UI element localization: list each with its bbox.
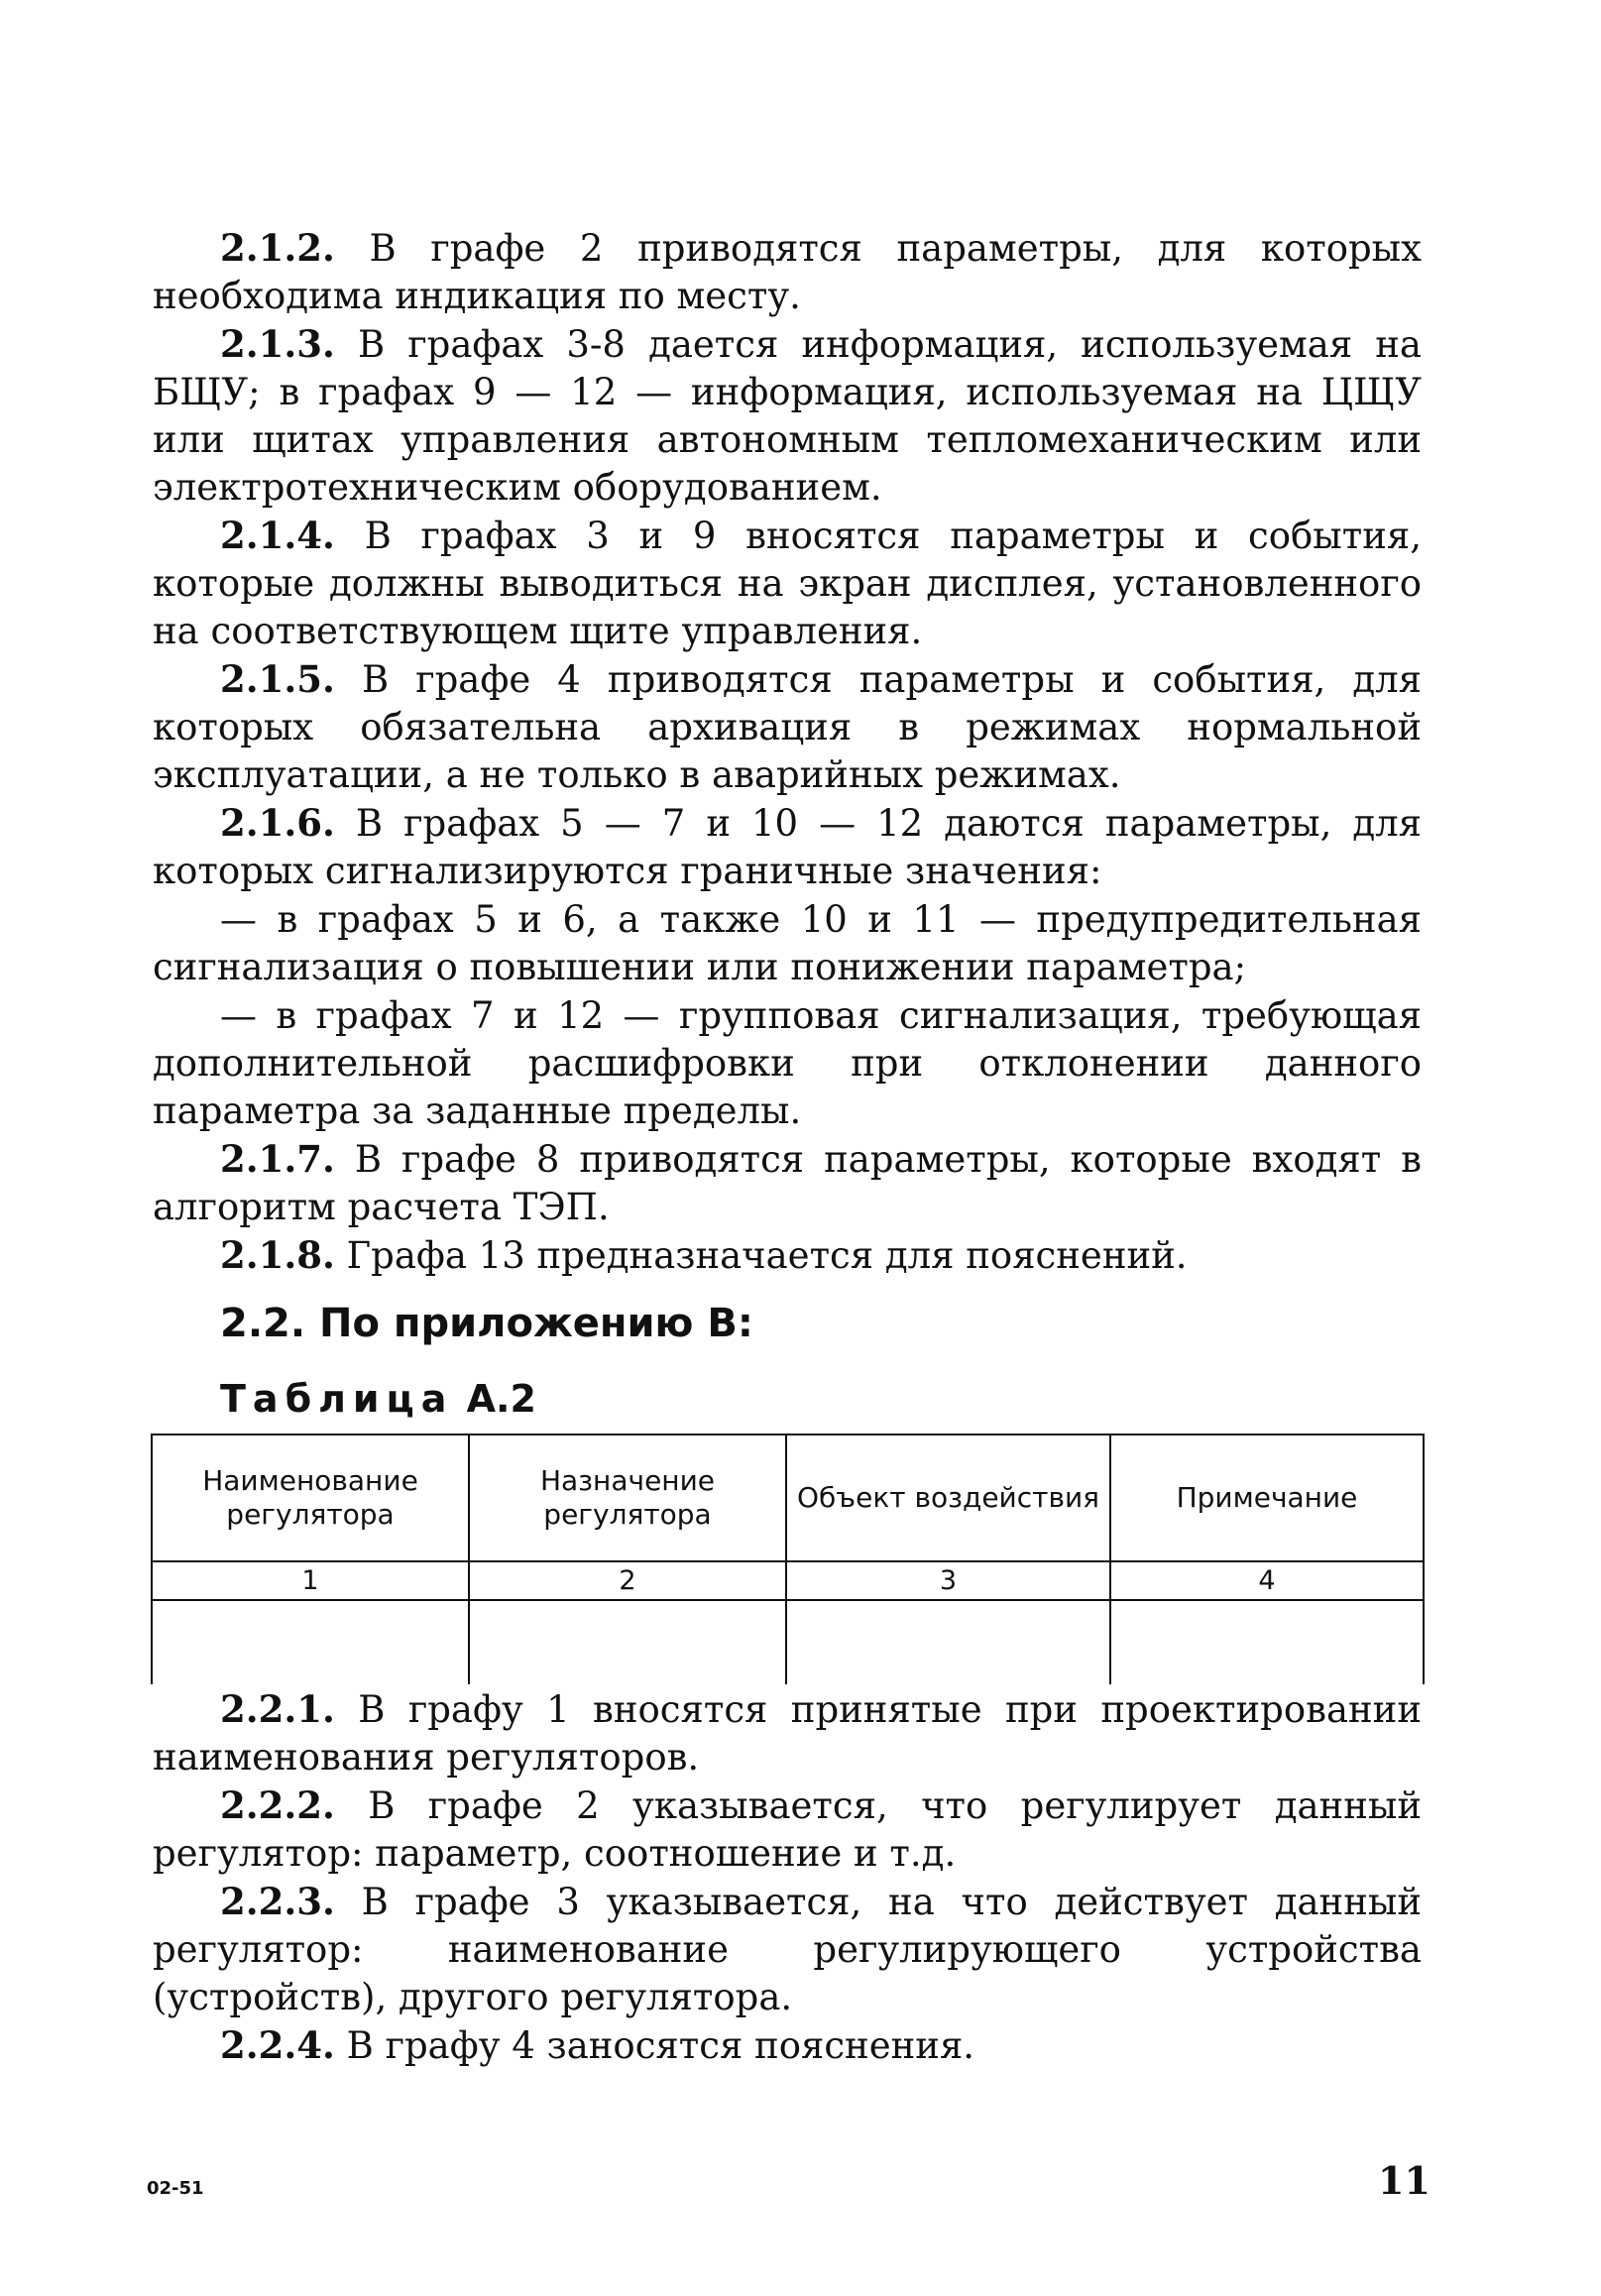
paragraph-2-2-1: 2.2.1. В графу 1 вносятся принятые при проектировании наименования регуляторов. xyxy=(153,1687,1422,1779)
table-header-cell: Примечание xyxy=(1110,1435,1424,1561)
table-cell xyxy=(469,1600,786,1684)
footer-code: 02-51 xyxy=(147,2178,204,2199)
table-column-number: 2 xyxy=(469,1561,786,1600)
paragraph-2-1-8: 2.1.8. Графа 13 предназначается для пояснений. xyxy=(220,1233,1188,1277)
table-header-cell: Наименование регулятора xyxy=(152,1435,469,1561)
paragraph-2-1-6: 2.1.6. В графах 5 — 7 и 10 — 12 даются параметры, для которых сигнализируются граничные значения: xyxy=(153,801,1422,892)
table-caption-word: Таблица xyxy=(220,1377,454,1421)
table-cell xyxy=(152,1600,469,1684)
table-header-row xyxy=(152,1435,1424,1561)
page-number: 11 xyxy=(1378,2158,1430,2203)
paragraph-2-1-4: 2.1.4. В графах 3 и 9 вносятся параметры и события, которые должны выводиться на экран дисплея, установленного на соответствующем щите управления. xyxy=(153,514,1422,652)
table-column-number: 4 xyxy=(1110,1561,1424,1600)
paragraph-2-1-5: 2.1.5. В графе 4 приводятся параметры и события, для которых обязательна архивация в режимах нормальной эксплуатации, а не только в аварийных режимах. xyxy=(153,657,1422,796)
table-caption xyxy=(220,1375,536,1423)
table-header-cell: Назначение регулятора xyxy=(469,1435,786,1561)
table-column-number: 1 xyxy=(152,1561,469,1600)
paragraph-2-1-2: 2.1.2. В графе 2 приводятся параметры, для которых необходима индикация по месту. xyxy=(153,226,1422,317)
list-item-warning-signal: — в графах 5 и 6, а также 10 и 11 — предупредительная сигнализация о повышении или понижении параметра; xyxy=(153,898,1422,988)
table-header-cell: Объект воздействия xyxy=(786,1435,1110,1561)
paragraph-2-1-3: 2.1.3. В графах 3-8 дается информация, используемая на БЩУ; в графах 9 — 12 — информация, используемая на ЦЩУ или щитах управления автономным тепломеханическим или электротехническим оборудованием. xyxy=(153,322,1422,509)
table-cell xyxy=(1110,1600,1424,1684)
paragraph-2-2-2: 2.2.2. В графе 2 указывается, что регулирует данный регулятор: параметр, соотношение и т.д. xyxy=(153,1783,1422,1875)
table-empty-row xyxy=(152,1600,1424,1684)
body-text-top xyxy=(153,224,1422,1280)
paragraph-2-2-4: 2.2.4. В графу 4 заносятся пояснения. xyxy=(220,2023,975,2067)
regulator-table xyxy=(151,1434,1425,1684)
body-text-bottom xyxy=(153,1685,1422,2070)
table-column-number-row xyxy=(152,1561,1424,1600)
table-cell xyxy=(786,1600,1110,1684)
paragraph-2-2-3: 2.2.3. В графе 3 указывается, на что действует данный регулятор: наименование регулирующего устройства (устройств), другого регулятора. xyxy=(153,1880,1422,2018)
section-heading: 2.2. По приложению В: xyxy=(220,1301,753,1346)
paragraph-2-1-7: 2.1.7. В графе 8 приводятся параметры, которые входят в алгоритм расчета ТЭП. xyxy=(153,1137,1422,1228)
table-column-number: 3 xyxy=(786,1561,1110,1600)
table-caption-number: А.2 xyxy=(466,1377,536,1421)
list-item-group-signal: — в графах 7 и 12 — групповая сигнализация, требующая дополнительной расшифровки при отклонении данного параметра за заданные пределы. xyxy=(153,994,1422,1132)
